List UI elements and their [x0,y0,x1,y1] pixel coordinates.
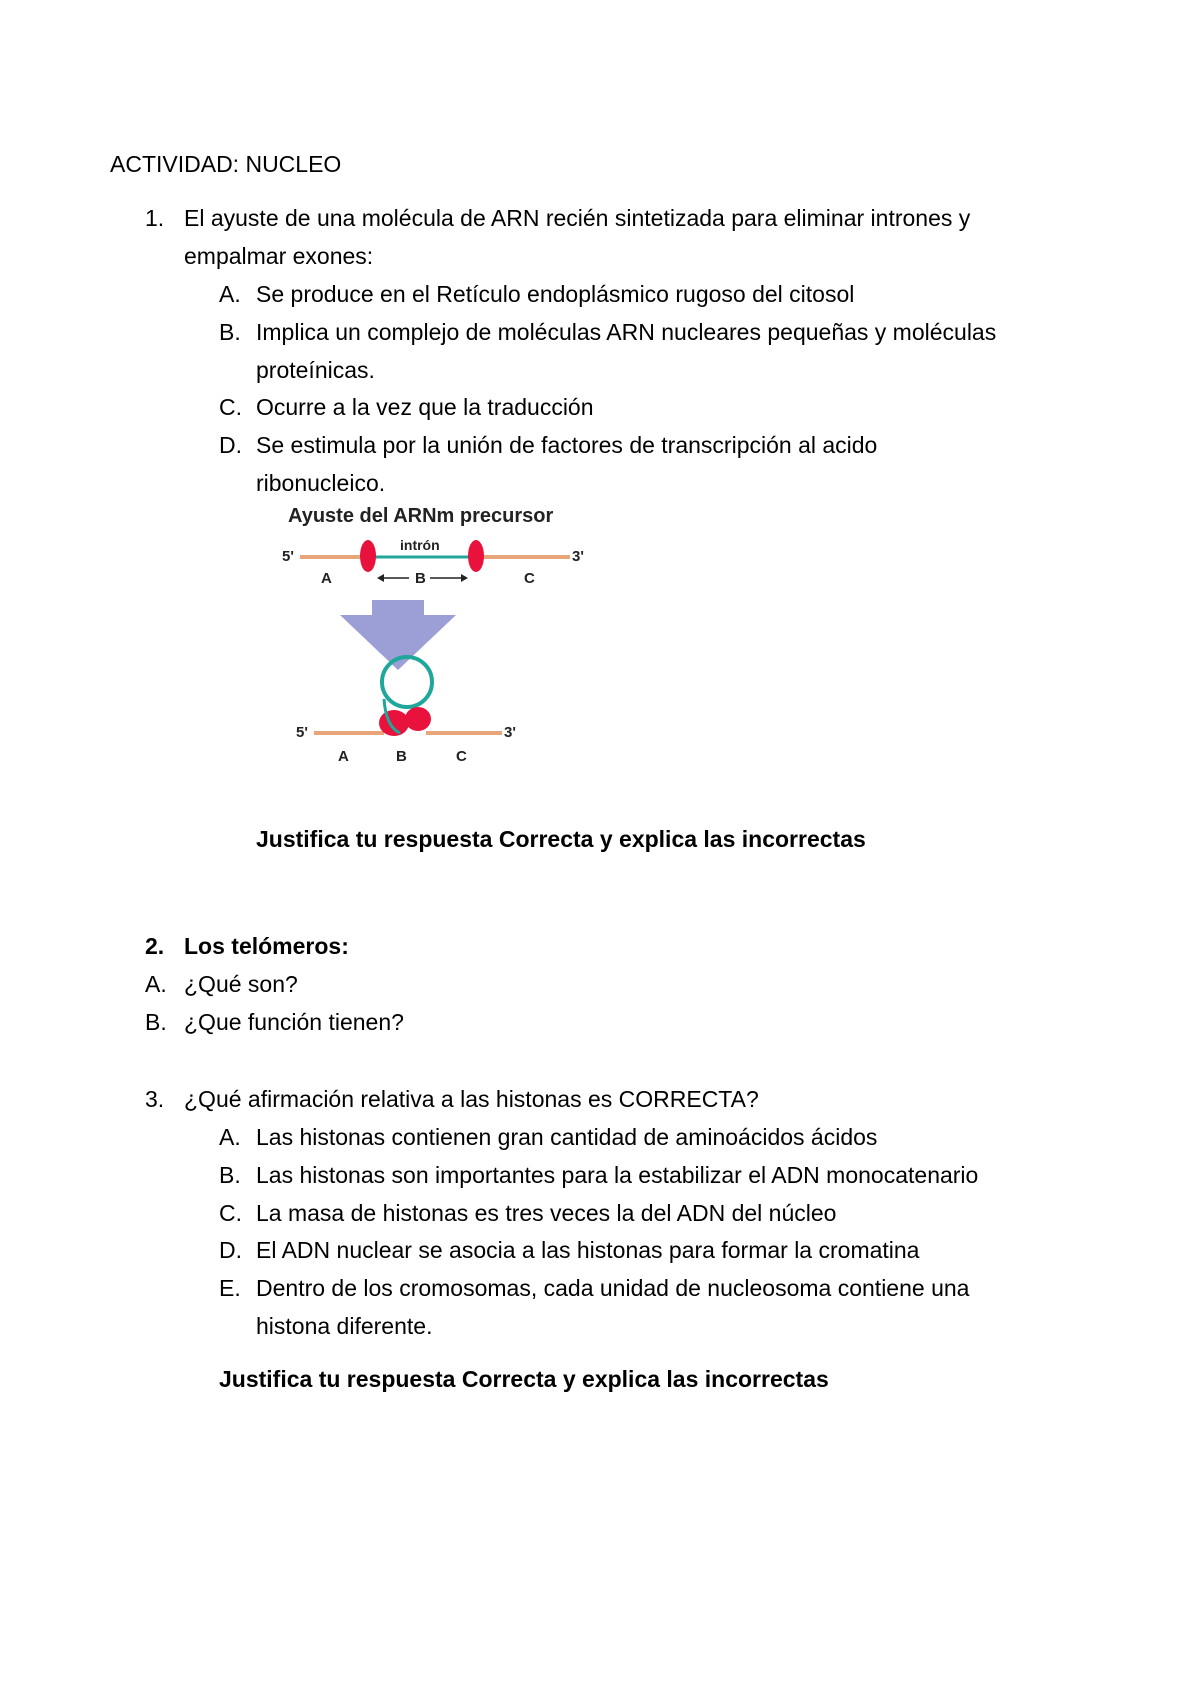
q2-option-letter: B. [145,1009,167,1035]
label-c-bottom: C [456,748,467,765]
lariat-loop [382,657,432,707]
q1-option-letter: A. [219,281,241,307]
q1-option-a: Se produce en el Retículo endoplásmico rugoso del citosol [256,281,855,307]
document-title: ACTIVIDAD: NUCLEO [110,151,342,177]
q3-justify: Justifica tu respuesta Correcta y explica las incorrectas [219,1366,829,1392]
five-prime-label-top: 5' [282,548,294,565]
q3-option-letter: C. [219,1200,242,1226]
q1-text-line2: empalmar exones: [184,243,374,269]
q1-option-letter: C. [219,394,242,420]
q1-option-d-line2: ribonucleico. [256,470,386,496]
q3-option-letter: E. [219,1275,241,1301]
q1-number: 1. [145,205,165,231]
bracket-arrowhead-right [461,574,468,582]
label-a-top: A [321,570,332,587]
q2-title: Los telómeros: [184,933,349,959]
q1-option-letter: B. [219,319,241,345]
q1-option-b-line1: Implica un complejo de moléculas ARN nucleares pequeñas y moléculas [256,319,997,345]
label-a-bottom: A [338,748,349,765]
label-c-top: C [524,570,535,587]
q1-option-letter: D. [219,432,242,458]
q3-option-c: La masa de histonas es tres veces la del ADN del núcleo [256,1200,837,1226]
figure-title: Ayuste del ARNm precursor [288,505,554,527]
five-prime-label-bottom: 5' [296,724,308,741]
label-b-top: B [415,570,426,587]
q1-option-d-line1: Se estimula por la unión de factores de transcripción al acido [256,432,878,458]
q3-option-e-line1: Dentro de los cromosomas, cada unidad de nucleosoma contiene una [256,1275,970,1301]
splicing-figure [276,495,596,777]
snrnp-left-bottom [379,710,409,736]
label-b-bottom: B [396,748,407,765]
q1-option-b-line2: proteínicas. [256,357,375,383]
q3-option-a: Las histonas contienen gran cantidad de aminoácidos ácidos [256,1124,878,1150]
bracket-arrowhead-left [377,574,384,582]
snrnp-right-bottom [405,707,431,731]
snrnp-right-top [468,540,484,572]
q2-option-letter: A. [145,971,167,997]
q3-option-letter: A. [219,1124,241,1150]
q3-option-letter: D. [219,1237,242,1263]
three-prime-label-top: 3' [572,548,584,565]
q3-option-e-line2: histona diferente. [256,1313,433,1339]
q2-option-a: ¿Qué son? [184,971,298,997]
q3-number: 3. [145,1086,165,1112]
q1-option-c: Ocurre a la vez que la traducción [256,394,594,420]
q3-text: ¿Qué afirmación relativa a las histonas es CORRECTA? [184,1086,759,1112]
intron-label: intrón [400,537,440,553]
q2-option-b: ¿Que función tienen? [184,1009,404,1035]
three-prime-label-bottom: 3' [504,724,516,741]
q1-text-line1: El ayuste de una molécula de ARN recién sintetizada para eliminar intrones y [184,205,971,231]
q2-number: 2. [145,933,165,959]
q1-justify: Justifica tu respuesta Correcta y explica las incorrectas [256,826,866,852]
q3-option-d: El ADN nuclear se asocia a las histonas para formar la cromatina [256,1237,920,1263]
snrnp-left-top [360,540,376,572]
q3-option-letter: B. [219,1162,241,1188]
q3-option-b: Las histonas son importantes para la estabilizar el ADN monocatenario [256,1162,979,1188]
